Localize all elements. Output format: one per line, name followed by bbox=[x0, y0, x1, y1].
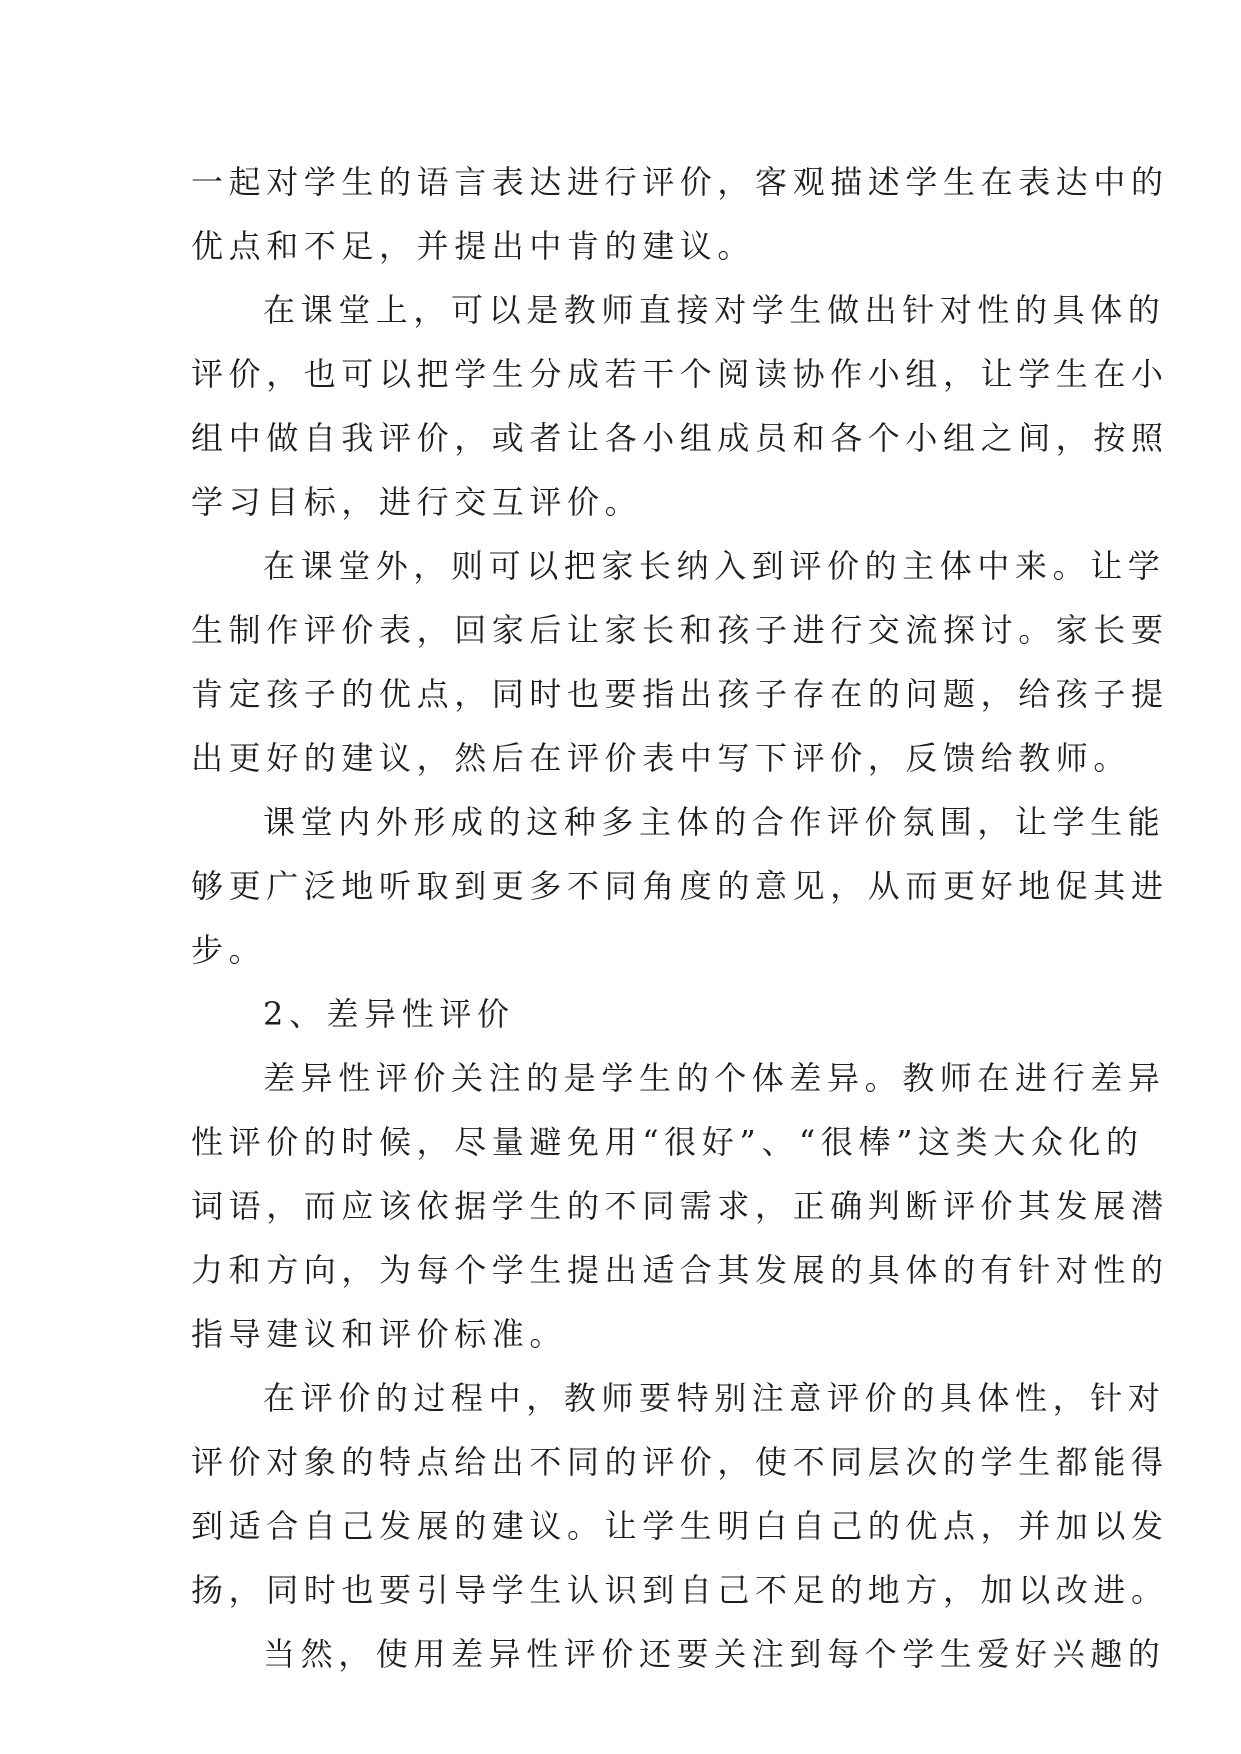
text-line: 够更广泛地听取到更多不同角度的意见，从而更好地促其进 bbox=[191, 867, 1169, 905]
text-line: 评价，也可以把学生分成若干个阅读协作小组，让学生在小 bbox=[191, 355, 1169, 393]
text-line: 到适合自己发展的建议。让学生明白自己的优点，并加以发 bbox=[191, 1507, 1169, 1545]
text-line: 在评价的过程中，教师要特别注意评价的具体性，针对 bbox=[263, 1379, 1166, 1417]
text-line: 词语，而应该依据学生的不同需求，正确判断评价其发展潜 bbox=[191, 1187, 1169, 1225]
text-line: 当然，使用差异性评价还要关注到每个学生爱好兴趣的 bbox=[263, 1635, 1166, 1673]
text-line: 评价对象的特点给出不同的评价，使不同层次的学生都能得 bbox=[191, 1443, 1169, 1481]
text-line: 肯定孩子的优点，同时也要指出孩子存在的问题，给孩子提 bbox=[191, 675, 1169, 713]
text-line: 步。 bbox=[191, 931, 267, 969]
text-line: 优点和不足，并提出中肯的建议。 bbox=[191, 227, 756, 265]
body-text bbox=[191, 150, 1169, 1686]
text-line: 2、差异性评价 bbox=[263, 995, 515, 1033]
text-line: 组中做自我评价，或者让各小组成员和各个小组之间，按照 bbox=[191, 419, 1169, 457]
text-line: 扬，同时也要引导学生认识到自己不足的地方，加以改进。 bbox=[191, 1571, 1169, 1609]
text-line: 性评价的时候，尽量避免用“很好”、“很棒”这类大众化的 bbox=[191, 1123, 1144, 1161]
text-line: 差异性评价关注的是学生的个体差异。教师在进行差异 bbox=[263, 1059, 1166, 1097]
text-line: 一起对学生的语言表达进行评价，客观描述学生在表达中的 bbox=[191, 163, 1169, 201]
text-line: 在课堂上，可以是教师直接对学生做出针对性的具体的 bbox=[263, 291, 1166, 329]
text-line: 指导建议和评价标准。 bbox=[191, 1315, 568, 1353]
text-line: 出更好的建议，然后在评价表中写下评价，反馈给教师。 bbox=[191, 739, 1132, 777]
text-line: 力和方向，为每个学生提出适合其发展的具体的有针对性的 bbox=[191, 1251, 1169, 1289]
text-line: 学习目标，进行交互评价。 bbox=[191, 483, 643, 521]
text-line: 课堂内外形成的这种多主体的合作评价氛围，让学生能 bbox=[263, 803, 1166, 841]
text-line: 在课堂外，则可以把家长纳入到评价的主体中来。让学 bbox=[263, 547, 1166, 585]
text-line: 生制作评价表，回家后让家长和孩子进行交流探讨。家长要 bbox=[191, 611, 1169, 649]
